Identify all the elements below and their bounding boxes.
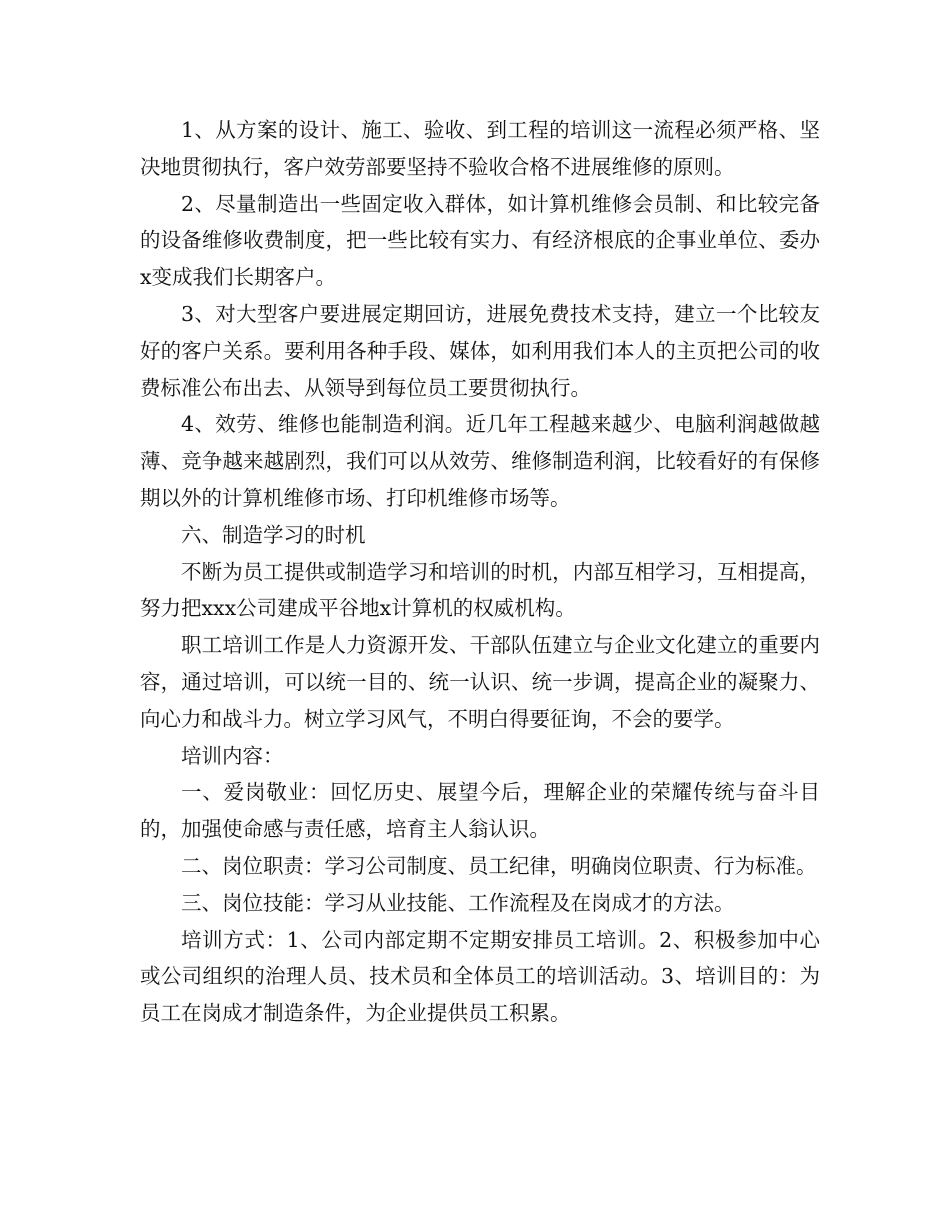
- paragraph-staff-training: 职工培训工作是人力资源开发、干部队伍建立与企业文化建立的重要内容，通过培训，可以统一目的、统一认识、统一步调，提高企业的凝聚力、向心力和战斗力。树立学习风气，不明白得要征询，不会的要学。: [140, 633, 820, 731]
- paragraph-client-visits: 3、对大型客户要进展定期回访，进展免费技术支持，建立一个比较友好的客户关系。要利用各种手段、媒体，如利用我们本人的主页把公司的收费标准公布出去、从领导到每位员工要贯彻执行。: [140, 301, 820, 400]
- section-heading-learning: 六、制造学习的时机: [181, 522, 366, 547]
- paragraph-fixed-income-clients: 2、尽量制造出一些固定收入群体，如计算机维修会员制、和比较完备的设备维修收费制度，把一些比较有实力、有经济根底的企事业单位、委办x变成我们长期客户。: [140, 191, 820, 290]
- paragraph-repair-process: 1、从方案的设计、施工、验收、到工程的培训这一流程必须严格、坚决地贯彻执行，客户效劳部要坚持不验收合格不进展维修的原则。: [140, 118, 820, 179]
- heading-training-content: 培训内容：: [181, 743, 284, 768]
- paragraph-training-methods: 培训方式：1、公司内部定期不定期安排员工培训。2、积极参加中心或公司组织的治理人员、技术员和全体员工的培训活动。3、培训目的：为员工在岗成才制造条件，为企业提供员工积累。: [140, 927, 820, 1026]
- document-page: [140, 112, 820, 1032]
- paragraph-learning-opportunities: 不断为员工提供或制造学习和培训的时机，内部互相学习，互相提高，努力把xxx公司建成平谷地x计算机的权威机构。: [140, 559, 820, 621]
- paragraph-service-profit: 4、效劳、维修也能制造利润。近几年工程越来越少、电脑利润越做越薄、竞争越来越剧烈，我们可以从效劳、维修制造利润，比较看好的有保修期以外的计算机维修市场、打印机维修市场等。: [140, 412, 820, 510]
- paragraph-dedication: 一、爱岗敬业：回忆历史、展望今后，理解企业的荣耀传统与奋斗目的，加强使命感与责任感，培育主人翁认识。: [140, 780, 820, 842]
- paragraph-job-skills: 三、岗位技能：学习从业技能、工作流程及在岗成才的方法。: [181, 890, 735, 915]
- paragraph-job-duties: 二、岗位职责：学习公司制度、员工纪律，明确岗位职责、行为标准。: [181, 853, 817, 878]
